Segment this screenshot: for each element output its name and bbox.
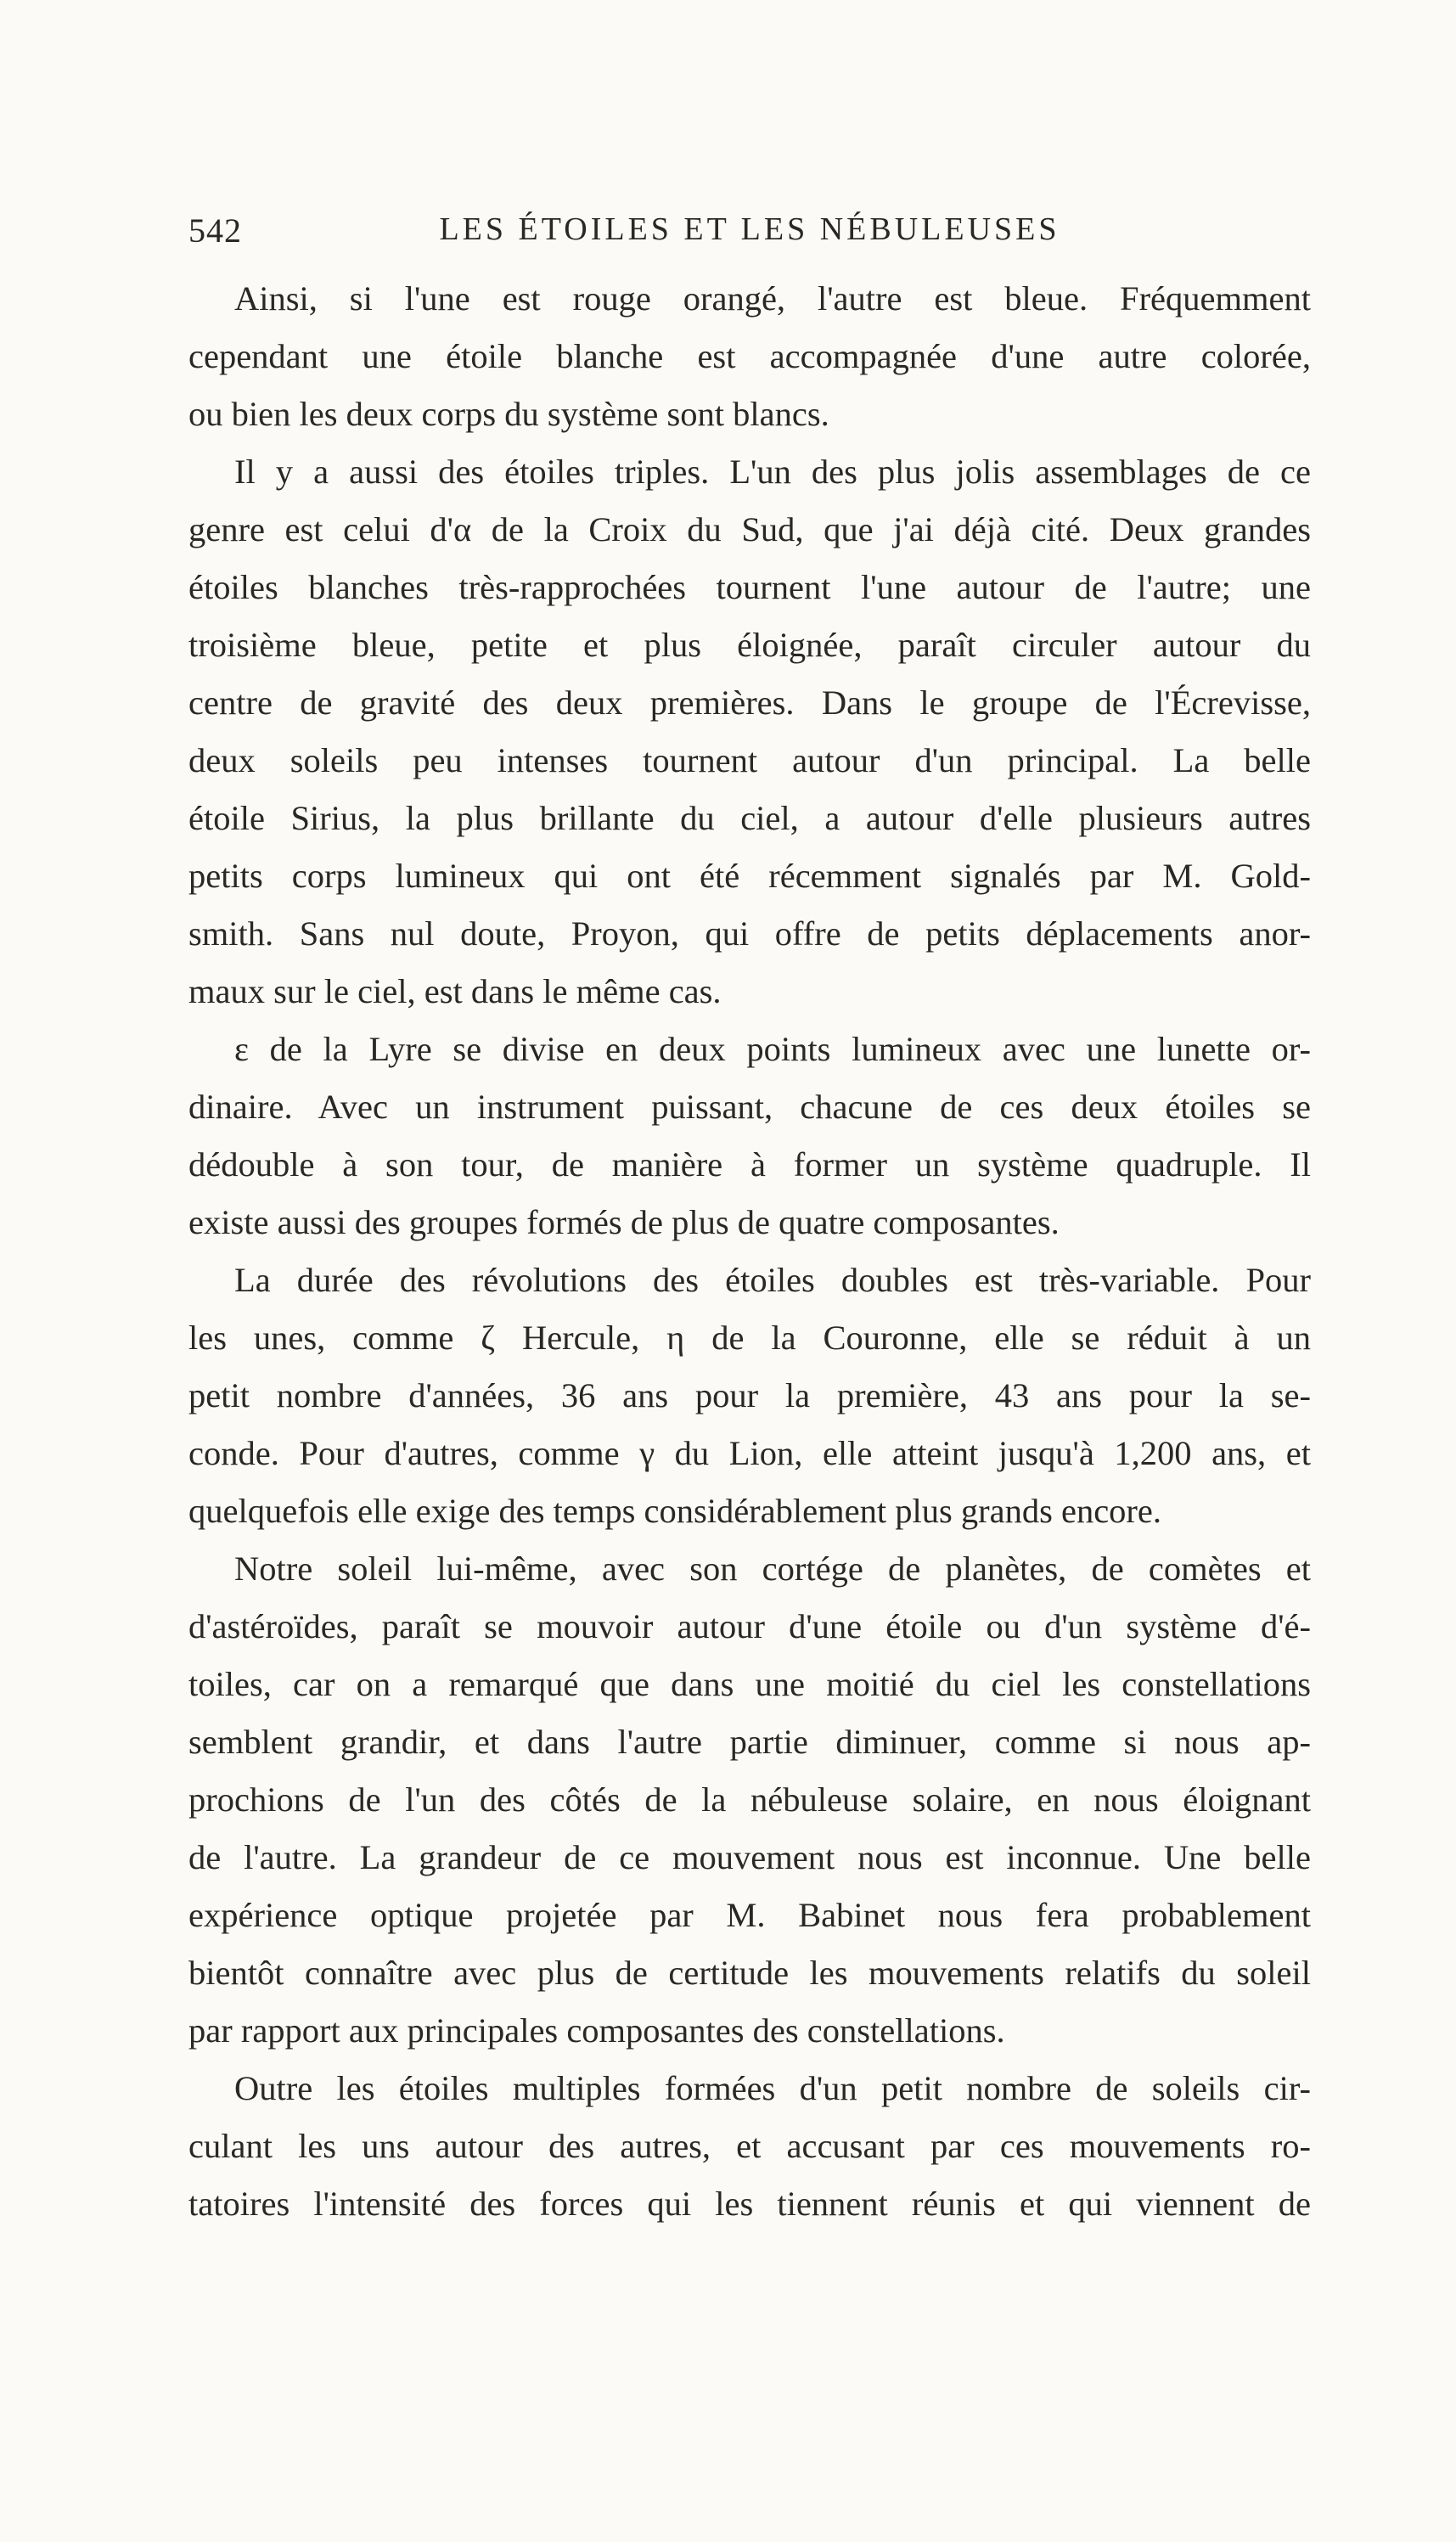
text-line: Notre soleil lui-même, avec son cortége de planètes, de comètes et bbox=[234, 1549, 1311, 1588]
text-line: existe aussi des groupes formés de plus de quatre composantes. bbox=[188, 1203, 1060, 1241]
paragraph bbox=[188, 1540, 1311, 2060]
text-line: maux sur le ciel, est dans le même cas. bbox=[188, 972, 722, 1010]
text-line: dinaire. Avec un instrument puissant, chacune de ces deux étoiles se bbox=[188, 1088, 1311, 1126]
text-line: les unes, comme ζ Hercule, η de la Couronne, elle se réduit à un bbox=[188, 1319, 1311, 1357]
text-line: Il y a aussi des étoiles triples. L'un des plus jolis assemblages de ce bbox=[234, 453, 1311, 491]
text-line: quelquefois elle exige des temps considérablement plus grands encore. bbox=[188, 1492, 1162, 1530]
body-text bbox=[188, 270, 1311, 2233]
text-line: centre de gravité des deux premières. Dans le groupe de l'Écrevisse, bbox=[188, 683, 1311, 722]
text-line: étoiles blanches très-rapprochées tournent l'une autour de l'autre; une bbox=[188, 568, 1311, 606]
page-header bbox=[188, 211, 1311, 253]
text-line: dédouble à son tour, de manière à former un système quadruple. Il bbox=[188, 1145, 1311, 1184]
text-line: de l'autre. La grandeur de ce mouvement nous est inconnue. Une belle bbox=[188, 1838, 1311, 1876]
text-line: deux soleils peu intenses tournent autour d'un principal. La belle bbox=[188, 741, 1311, 779]
text-line: toiles, car on a remarqué que dans une moitié du ciel les constellations bbox=[188, 1665, 1311, 1703]
text-line: culant les uns autour des autres, et accusant par ces mouvements ro- bbox=[188, 2127, 1311, 2165]
text-line: smith. Sans nul doute, Proyon, qui offre de petits déplacements anor- bbox=[188, 914, 1311, 953]
text-line: tatoires l'intensité des forces qui les tiennent réunis et qui viennent de bbox=[188, 2185, 1311, 2223]
paragraph bbox=[188, 443, 1311, 1021]
running-title: LES ÉTOILES ET LES NÉBULEUSES bbox=[439, 211, 1060, 247]
text-line: d'astéroïdes, paraît se mouvoir autour d'une étoile ou d'un système d'é- bbox=[188, 1607, 1311, 1645]
text-line: étoile Sirius, la plus brillante du ciel, a autour d'elle plusieurs autres bbox=[188, 799, 1311, 837]
text-line: genre est celui d'α de la Croix du Sud, que j'ai déjà cité. Deux grandes bbox=[188, 510, 1311, 548]
paragraph bbox=[188, 1021, 1311, 1251]
paragraph bbox=[188, 2060, 1311, 2233]
paragraph bbox=[188, 270, 1311, 443]
text-line: ou bien les deux corps du système sont blancs. bbox=[188, 395, 829, 433]
paragraph bbox=[188, 1251, 1311, 1540]
text-line: bientôt connaître avec plus de certitude les mouvements relatifs du soleil bbox=[188, 1954, 1311, 1992]
text-line: conde. Pour d'autres, comme γ du Lion, elle atteint jusqu'à 1,200 ans, et bbox=[188, 1434, 1311, 1472]
text-line: prochions de l'un des côtés de la nébuleuse solaire, en nous éloignant bbox=[188, 1780, 1311, 1819]
text-line: petits corps lumineux qui ont été récemment signalés par M. Gold- bbox=[188, 857, 1311, 895]
text-line: petit nombre d'années, 36 ans pour la première, 43 ans pour la se- bbox=[188, 1376, 1311, 1414]
text-line: troisième bleue, petite et plus éloignée, paraît circuler autour du bbox=[188, 626, 1311, 664]
text-line: expérience optique projetée par M. Babinet nous fera probablement bbox=[188, 1896, 1311, 1934]
text-line: Ainsi, si l'une est rouge orangé, l'autre est bleue. Fréquemment bbox=[234, 279, 1311, 318]
text-line: ε de la Lyre se divise en deux points lumineux avec une lunette or- bbox=[234, 1030, 1311, 1068]
text-line: La durée des révolutions des étoiles doubles est très-variable. Pour bbox=[234, 1261, 1311, 1299]
text-line: semblent grandir, et dans l'autre partie diminuer, comme si nous ap- bbox=[188, 1723, 1311, 1761]
page-number: 542 bbox=[188, 211, 242, 250]
text-line: par rapport aux principales composantes des constellations. bbox=[188, 2011, 1005, 2050]
text-line: Outre les étoiles multiples formées d'un petit nombre de soleils cir- bbox=[234, 2069, 1311, 2107]
text-line: cependant une étoile blanche est accompagnée d'une autre colorée, bbox=[188, 337, 1311, 375]
